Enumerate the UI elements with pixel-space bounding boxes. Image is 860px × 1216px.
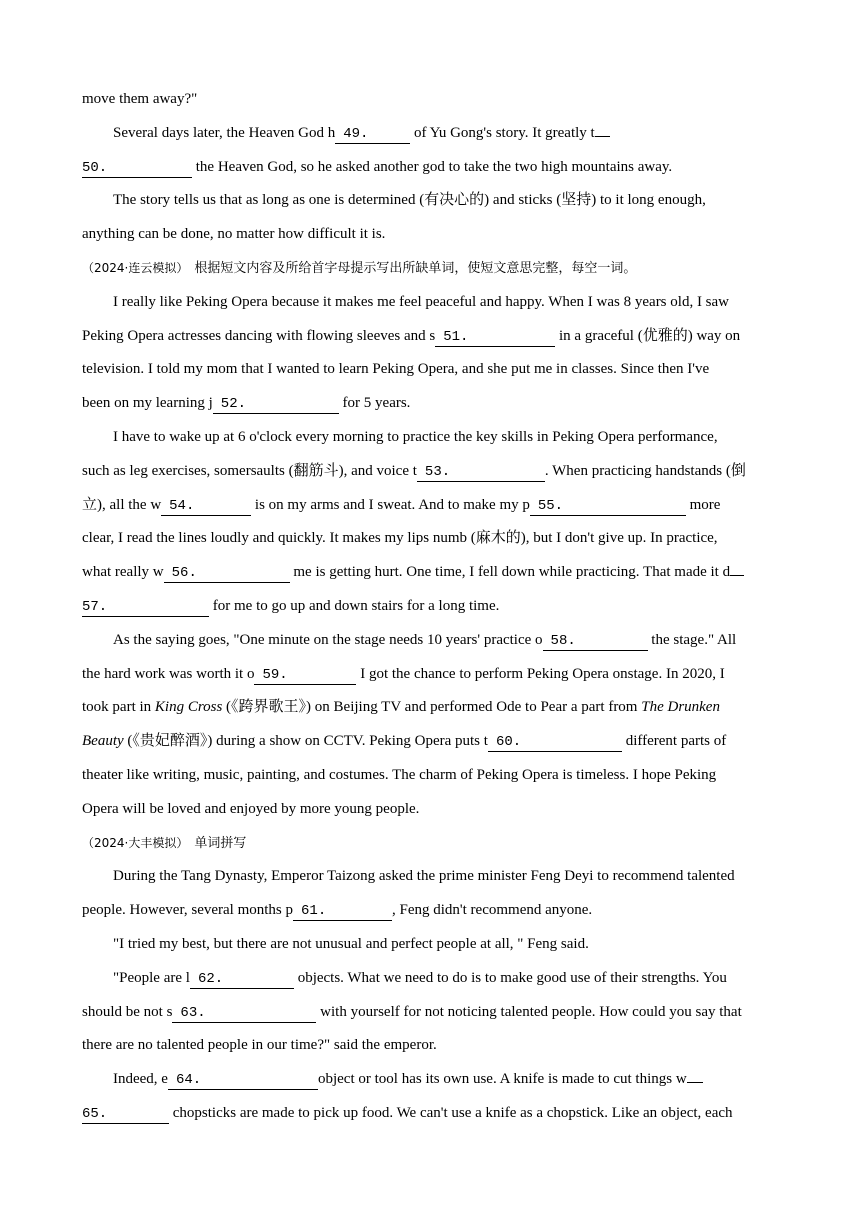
answer-blank-59[interactable]: 59. <box>254 666 356 685</box>
text-line: been on my learning j 52. for 5 years. <box>82 395 411 412</box>
answer-blank-60[interactable]: 60. <box>488 733 622 752</box>
text-line: I really like Peking Opera because it makes me feel peaceful and happy. When I was 8 years old, I saw <box>113 294 730 310</box>
text-line: Opera will be loved and enjoyed by more young people. <box>82 801 420 817</box>
text-line: clear, I read the lines loudly and quickly. It makes my lips numb (麻木的), but I don't give up. In practice, <box>82 530 718 546</box>
text-line: I have to wake up at 6 o'clock every morning to practice the key skills in Peking Opera performance, <box>113 429 718 445</box>
text-line: 57. for me to go up and down stairs for a long time. <box>82 598 500 615</box>
text-line: The story tells us that as long as one is determined (有决心的) and sticks (坚持) to it long enough, <box>113 192 706 208</box>
section-header <box>82 833 782 854</box>
text-line: Indeed, e 64. object or tool has its own use. A knife is made to cut things w <box>113 1069 781 1090</box>
text-line: 50. the Heaven God, so he asked another god to take the two high mountains away. <box>82 159 673 176</box>
text-line: took part in King Cross (《跨界歌王》) on Beijing TV and performed Ode to Pear a part from The Drunken <box>82 699 720 715</box>
text-line: Peking Opera actresses dancing with flowing sleeves and s 51. in a graceful (优雅的) way on <box>82 328 741 345</box>
answer-blank-62[interactable]: 62. <box>190 970 294 989</box>
text-line: "People are l 62. objects. What we need to do is to make good use of their strengths. You <box>113 970 727 987</box>
answer-blank-50[interactable]: 50. <box>82 159 192 178</box>
answer-blank-57[interactable]: 57. <box>82 598 209 617</box>
tv-show-title: King Cross <box>154 699 223 715</box>
text-line: what really w 56. me is getting hurt. One time, I fell down while practicing. That made it d <box>82 562 782 583</box>
text-line: anything can be done, no matter how difficult it is. <box>82 226 386 242</box>
instruction-text: 根据短文内容及所给首字母提示写出所缺单词，使短文意思完整，每空一词。 <box>194 261 637 276</box>
answer-blank-65[interactable]: 65. <box>82 1105 169 1124</box>
section-header <box>82 258 782 279</box>
text-line: 65. chopsticks are made to pick up food. We can't use a knife as a chopstick. Like an object, each <box>82 1105 733 1122</box>
answer-blank-57-start[interactable] <box>730 575 744 576</box>
answer-blank-50-start[interactable] <box>595 136 610 137</box>
text-line: there are no talented people in our time?" said the emperor. <box>82 1037 437 1053</box>
answer-blank-61[interactable]: 61. <box>293 902 392 921</box>
answer-blank-65-start[interactable] <box>687 1082 703 1083</box>
source-label: （2024·大丰模拟） <box>82 836 189 850</box>
answer-blank-53[interactable]: 53. <box>417 463 545 482</box>
text-line: should be not s 63. with yourself for not noticing talented people. How could you say that <box>82 1004 742 1021</box>
answer-blank-54[interactable]: 54. <box>161 497 251 516</box>
answer-blank-58[interactable]: 58. <box>543 632 648 651</box>
answer-blank-55[interactable]: 55. <box>530 497 686 516</box>
answer-blank-51[interactable]: 51. <box>435 328 555 347</box>
text-line: Beauty (《贵妃醉酒》) during a show on CCTV. Peking Opera puts t 60. different parts of <box>82 733 727 750</box>
text-line: 立), all the w 54. is on my arms and I sweat. And to make my p 55. more <box>82 497 721 514</box>
text-line: "I tried my best, but there are not unusual and perfect people at all, " Feng said. <box>113 936 589 952</box>
answer-blank-63[interactable]: 63. <box>172 1004 316 1023</box>
text-line: such as leg exercises, somersaults (翻筋斗), and voice t 53. . When practicing handstands (倒 <box>82 463 746 480</box>
text-line: move them away?" <box>82 91 198 107</box>
answer-blank-56[interactable]: 56. <box>164 564 290 583</box>
text-line: As the saying goes, "One minute on the stage needs 10 years' practice o 58. the stage." All <box>113 632 737 649</box>
text-line: the hard work was worth it o 59. I got the chance to perform Peking Opera onstage. In 2020, I <box>82 666 725 683</box>
text-line: Several days later, the Heaven God h 49. of Yu Gong's story. It greatly t <box>113 123 781 144</box>
opera-title: The Drunken <box>641 699 720 715</box>
answer-blank-52[interactable]: 52. <box>213 395 339 414</box>
text-line: During the Tang Dynasty, Emperor Taizong asked the prime minister Feng Deyi to recommend talented <box>113 868 735 884</box>
text-line: theater like writing, music, painting, and costumes. The charm of Peking Opera is timeless. I hope Peking <box>82 767 717 783</box>
answer-blank-64[interactable]: 64. <box>168 1071 318 1090</box>
source-label: （2024·连云模拟） <box>82 261 189 275</box>
instruction-text: 单词拼写 <box>194 836 247 851</box>
answer-blank-49[interactable]: 49. <box>335 125 410 144</box>
text-line: television. I told my mom that I wanted to learn Peking Opera, and she put me in classes. Since then I've <box>82 361 710 377</box>
opera-title-cont: Beauty <box>82 733 124 749</box>
text-line: people. However, several months p 61. , Feng didn't recommend anyone. <box>82 902 593 919</box>
